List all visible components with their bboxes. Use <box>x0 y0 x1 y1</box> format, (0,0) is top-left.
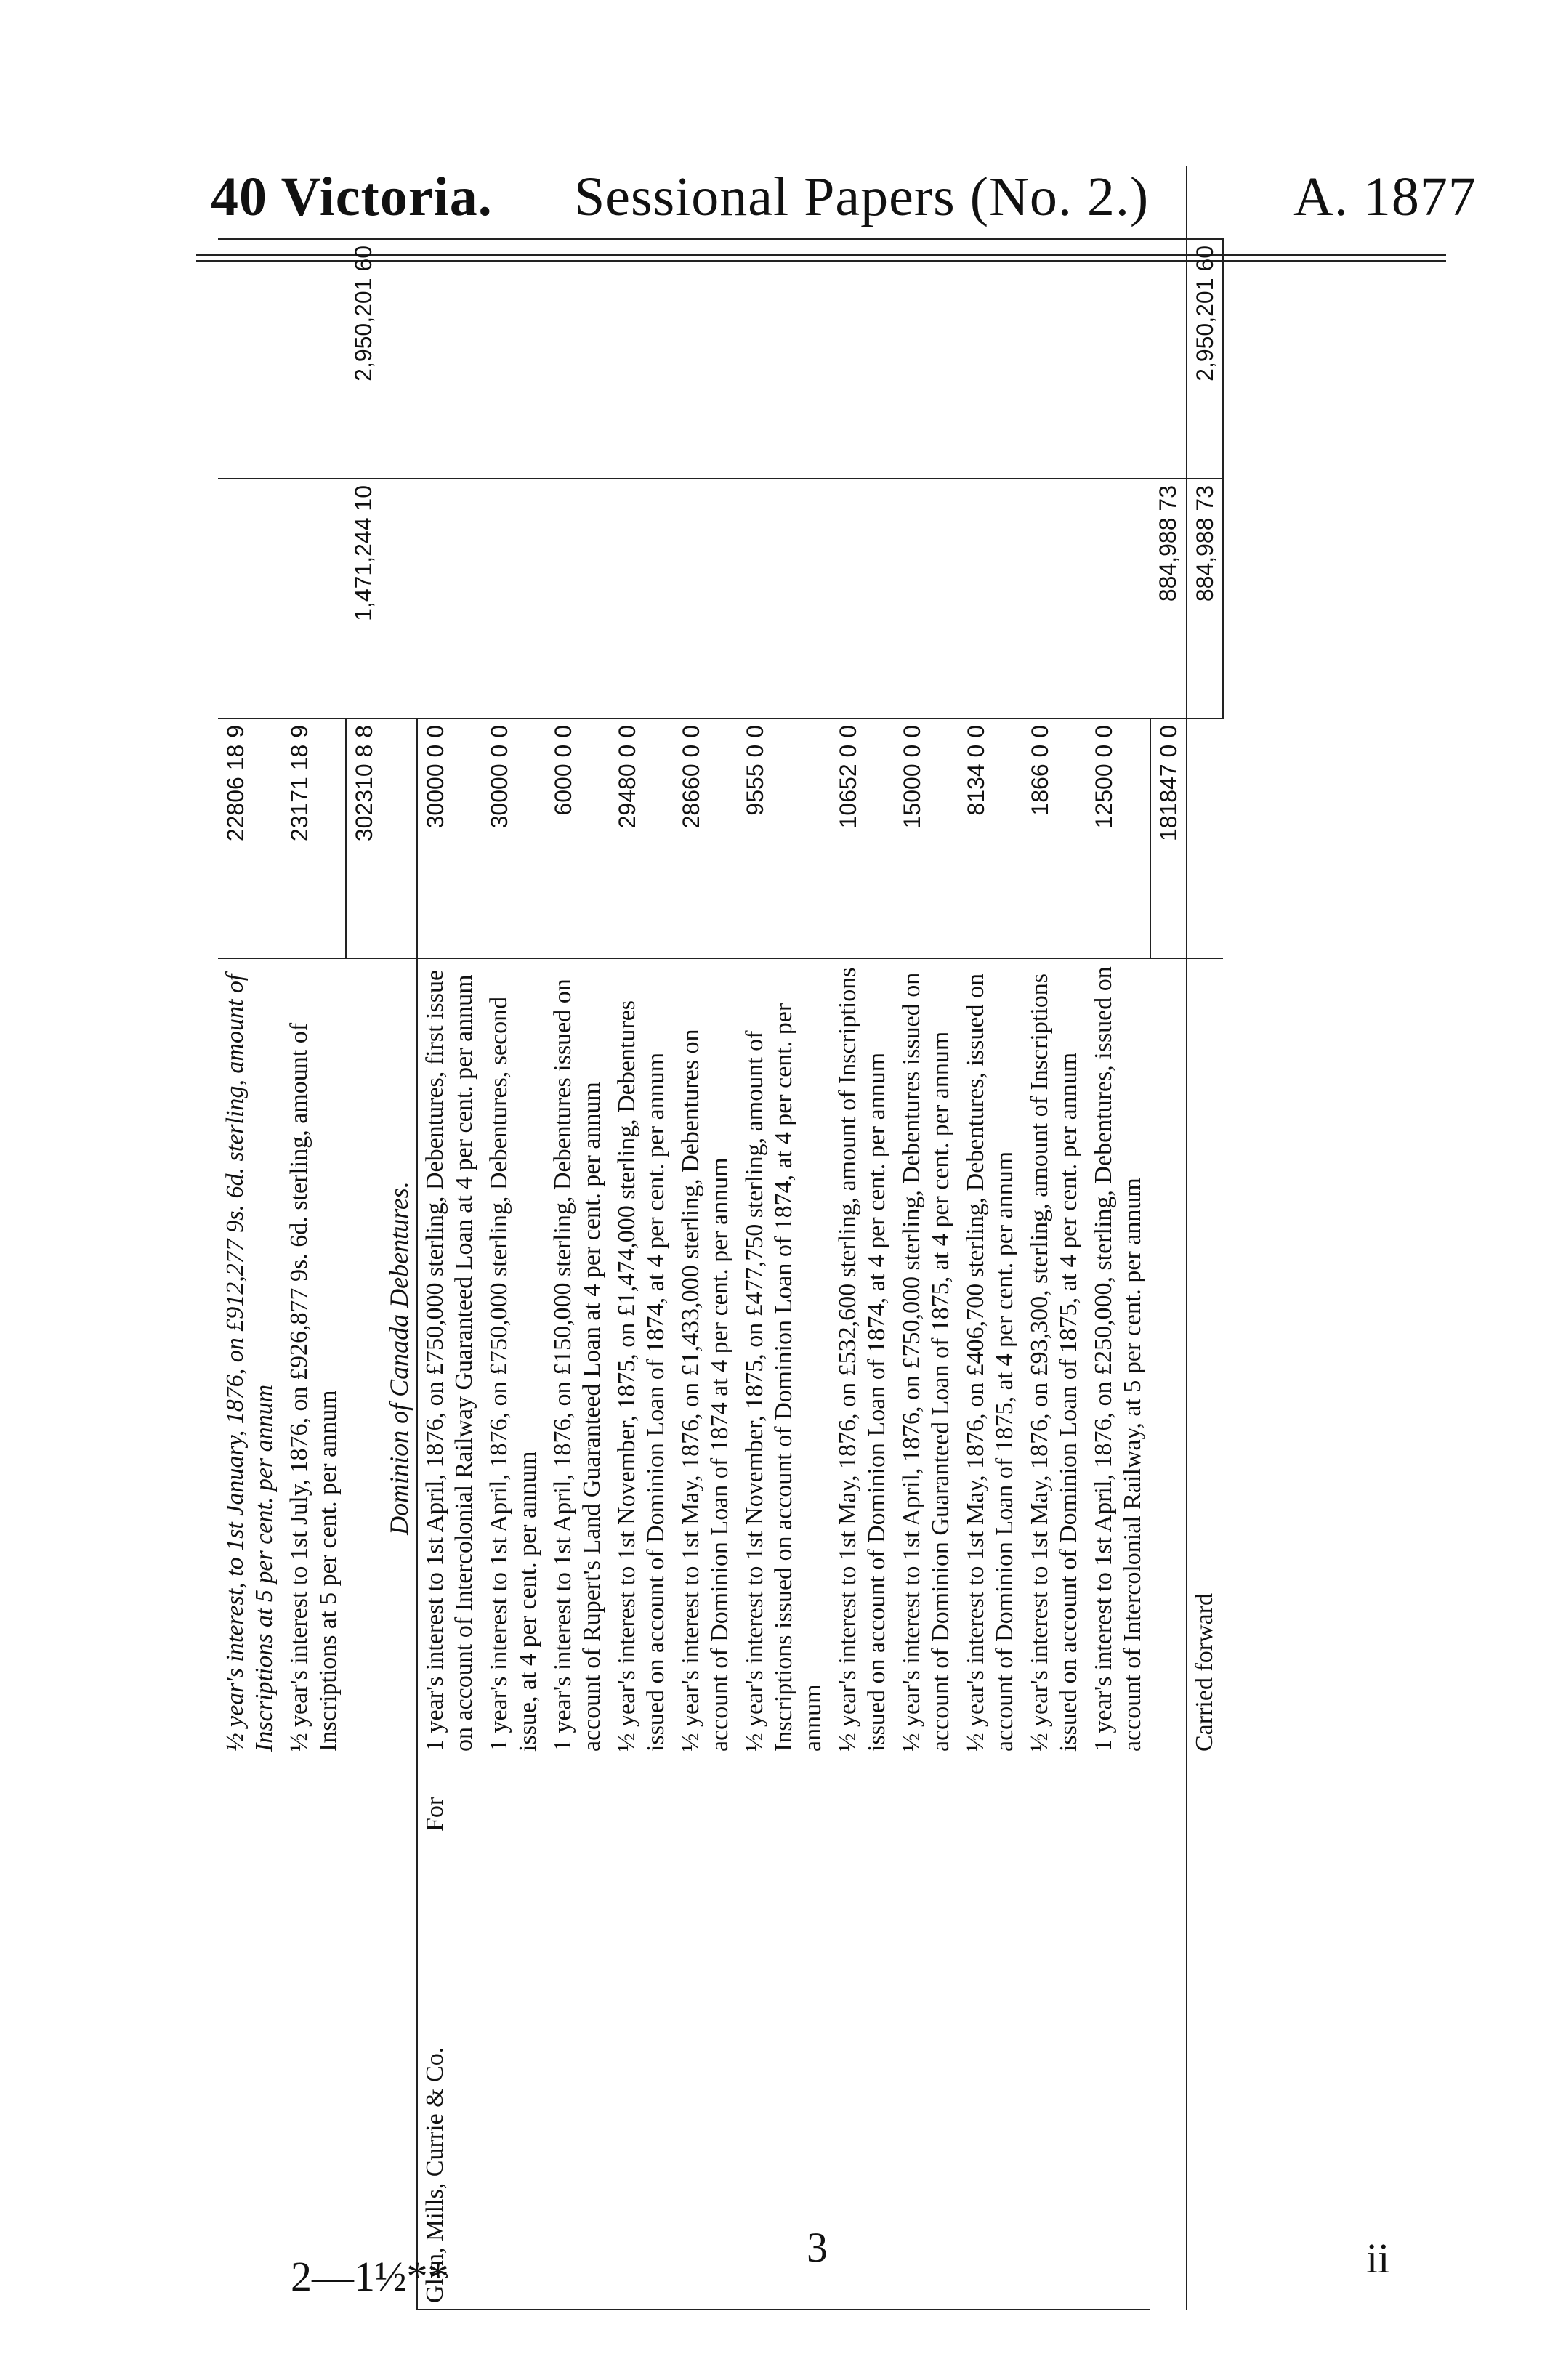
row-amount: 15000 0 0 <box>895 719 958 958</box>
table-row <box>417 166 482 2310</box>
footer-signature: 2—1½** <box>291 2253 449 2300</box>
row-amount: 22806 18 9 <box>218 719 282 958</box>
row-desc: 1 year's interest to 1st April, 1876, on £750,000 sterling, Debentures, second issue, at 4 per cent. per annum <box>485 996 541 1752</box>
subtotal-row <box>346 166 382 2310</box>
row-amount: 12500 0 0 <box>1086 719 1150 958</box>
sum2-top: 2,950,201 60 <box>346 239 382 479</box>
row-amount: 10652 0 0 <box>831 719 895 958</box>
row-amount: 28660 0 0 <box>674 719 738 958</box>
payee-name: Glyn, Mills, Currie & Co. <box>417 1837 1150 2310</box>
ledger-rotated <box>218 167 1453 2310</box>
subtotal-row <box>1150 166 1187 2310</box>
carried-sum2: 2,950,201 60 <box>1187 239 1223 479</box>
carried-forward-row <box>1187 166 1223 2310</box>
for-label: For <box>417 1757 1150 1837</box>
row-desc: 1 year's interest to 1st April, 1876, on £750,000 sterling, Debentures, first issue on account of Intercolonial Railway Guaranteed Loan at 4 per cent. per annum <box>417 958 482 1757</box>
row-amount: 6000 0 0 <box>546 719 610 958</box>
footer-page-number: 3 <box>807 2224 828 2271</box>
row-amount: 9555 0 0 <box>738 719 831 958</box>
subtotal-top: 302310 8 8 <box>346 719 382 958</box>
row-amount: 8134 0 0 <box>958 719 1022 958</box>
row-desc: ½ year's interest to 1st November, 1875, on £1,474,000 sterling, Debentures issued on account of Dominion Loan of 1874, at 4 per cent. per annum <box>613 1000 669 1752</box>
subtotal: 181847 0 0 <box>1150 719 1187 958</box>
section-title: Dominion of Canada Debentures. <box>384 1181 413 1535</box>
carried-sum1: 884,988 73 <box>1187 479 1223 719</box>
header-title: Sessional Papers (No. 2.) <box>574 166 1150 227</box>
sum1-mid: 884,988 73 <box>1150 479 1187 719</box>
row-amount: 30000 0 0 <box>417 719 482 958</box>
row-desc: ½ year's interest to 1st November, 1875, on £477,750 sterling, amount of Inscriptions issued on account of Dominion Loan of 1874, at 4 per cent. per annum <box>741 1003 826 1752</box>
row-desc: ½ year's interest to 1st May, 1876, on £406,700 sterling, Debentures, issued on account of Dominion Loan of 1875, at 4 per cent. per annum <box>962 974 1018 1752</box>
header-year: A. 1877 <box>1293 166 1477 227</box>
row-desc: 1 year's interest to 1st April, 1876, on £150,000 sterling, Debentures issued on account of Rupert's Land Guaranteed Loan at 4 per cent. per annum <box>549 979 605 1752</box>
row-desc: ½ year's interest to 1st May, 1876, on £93,300, sterling, amount of Inscriptions issued on account of Dominion Loan of 1875, at 4 per cent. per annum <box>1026 974 1082 1752</box>
header-session: 40 Victoria. <box>211 166 493 227</box>
row-desc: 1 year's interest to 1st April, 1876, on £250,000, sterling, Debentures, issued on account of Intercolonial Railway, at 5 per cent. per annum <box>1090 966 1146 1752</box>
row-desc: ½ year's interest, to 1st January, 1876, on £912,277 9s. 6d. sterling, amount of Inscriptions at 5 per cent. per annum <box>222 974 278 1752</box>
row-amount: 23171 18 9 <box>282 719 346 958</box>
carried-label: Carried forward <box>1187 958 1223 1757</box>
section-row <box>382 166 417 2310</box>
ledger-body <box>218 166 1223 2310</box>
row-desc: ½ year's interest to 1st May, 1876, on £1,433,000 sterling, Debentures on account of Dominion Loan of 1874 at 4 per cent. per annum <box>677 1029 733 1752</box>
row-amount: 30000 0 0 <box>482 719 546 958</box>
table-row <box>282 166 346 2310</box>
row-amount: 1866 0 0 <box>1022 719 1086 958</box>
row-desc: ½ year's interest to 1st July, 1876, on £926,877 9s. 6d. sterling, amount of Inscriptions at 5 per cent. per annum <box>286 1022 342 1752</box>
footer-appendix: ii <box>1366 2235 1390 2282</box>
sum1-top: 1,471,244 10 <box>346 479 382 719</box>
row-amount: 29480 0 0 <box>610 719 674 958</box>
ledger-table <box>218 166 1224 2310</box>
row-desc: ½ year's interest to 1st April, 1876, on £750,000 sterling, Debentures issued on account of Dominion Guaranteed Loan of 1875, at 4 per cent. per annum <box>898 972 954 1752</box>
table-row <box>218 166 282 2310</box>
row-desc: ½ year's interest to 1st May, 1876, on £532,600 sterling, amount of Inscriptions issued on account of Dominion Loan of 1874, at 4 per cent. per annum <box>834 967 890 1752</box>
